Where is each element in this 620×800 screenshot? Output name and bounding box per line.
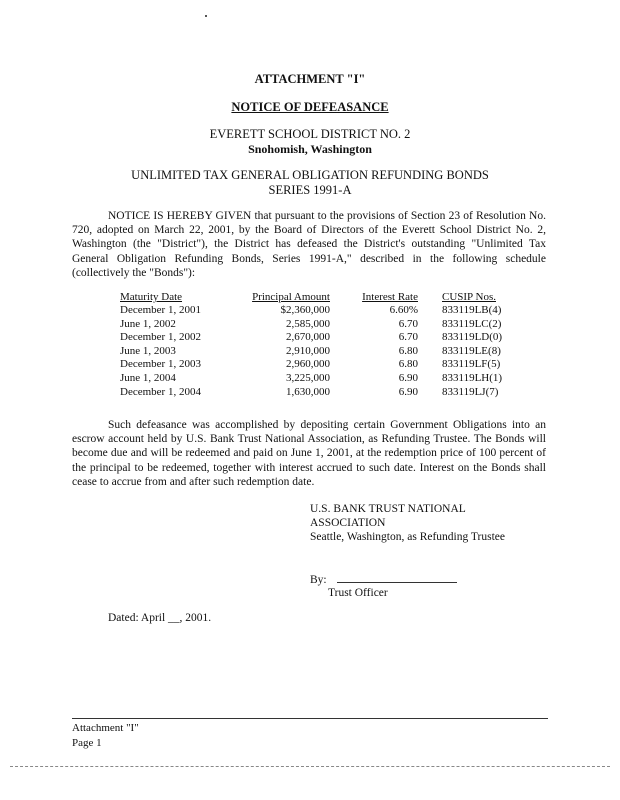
table-row — [120, 345, 524, 359]
attachment-heading: ATTACHMENT "I" — [254, 72, 366, 86]
interest-rate-cell: 6.80 — [398, 344, 418, 357]
interest-rate-cell: 6.90 — [398, 385, 418, 398]
principal-amount-cell: 1,630,000 — [286, 385, 330, 398]
maturity-date-cell: December 1, 2004 — [120, 385, 201, 398]
by-label: By: — [310, 574, 327, 586]
interest-rate-cell: 6.70 — [398, 317, 418, 330]
column-header-rate: Interest Rate — [362, 291, 418, 303]
table-row — [120, 304, 524, 318]
interest-rate-cell: 6.60% — [389, 304, 418, 316]
notice-paragraph-text: NOTICE IS HEREBY GIVEN that pursuant to the provisions of Section 23 of Resolution No. 720, adopted on March 22, 2001, by the Board of Directors of the Everett School District No. 2, Washington (the "District"), the District has defeased the District's outstanding "Unlimited Tax General Obligation Refunding Bonds, Series 1991-A," described in the following schedule (collectively the "Bonds"): — [72, 210, 546, 279]
principal-amount-cell: 2,960,000 — [286, 358, 330, 371]
footer-page-number: Page 1 — [72, 737, 102, 749]
cusip-cell: 833119LJ(7) — [442, 385, 499, 398]
table-row — [120, 372, 524, 386]
column-header-principal: Principal Amount — [252, 291, 330, 303]
notice-heading: NOTICE OF DEFEASANCE — [231, 100, 389, 114]
defeasance-paragraph — [72, 418, 546, 489]
dated-line: Dated: April __, 2001. — [108, 612, 212, 624]
table-row — [120, 358, 524, 372]
cusip-cell: 833119LD(0) — [442, 331, 503, 344]
principal-amount-cell: 3,225,000 — [286, 371, 330, 384]
trust-officer-label: Trust Officer — [328, 587, 388, 599]
cusip-cell: 833119LE(8) — [442, 344, 501, 357]
principal-amount-cell: 2,585,000 — [286, 317, 330, 330]
column-header-maturity: Maturity Date — [120, 291, 183, 303]
notice-paragraph — [72, 209, 546, 280]
signature-line — [337, 573, 457, 583]
bond-title: UNLIMITED TAX GENERAL OBLIGATION REFUNDING BONDS — [131, 168, 489, 182]
scan-bottom-edge — [10, 766, 610, 767]
maturity-date-cell: June 1, 2002 — [120, 317, 176, 330]
cusip-cell: 833119LC(2) — [442, 317, 502, 330]
interest-rate-cell: 6.80 — [398, 358, 418, 371]
cusip-cell: 833119LF(5) — [442, 358, 501, 371]
maturity-date-cell: December 1, 2002 — [120, 331, 201, 344]
table-row — [120, 386, 524, 400]
table-row — [120, 318, 524, 332]
signature-by-line — [310, 573, 457, 586]
maturity-date-cell: December 1, 2003 — [120, 358, 201, 371]
scan-speck — [205, 15, 207, 17]
footer-attachment: Attachment "I" — [72, 722, 139, 734]
maturity-date-cell: December 1, 2001 — [120, 304, 201, 316]
table-row — [120, 331, 524, 345]
maturity-date-cell: June 1, 2003 — [120, 344, 176, 357]
trustee-name-line1: U.S. BANK TRUST NATIONAL — [310, 503, 466, 515]
bond-series: SERIES 1991-A — [268, 183, 352, 197]
maturity-date-cell: June 1, 2004 — [120, 371, 176, 384]
trustee-name-line2: ASSOCIATION — [310, 517, 386, 529]
district-location: Snohomish, Washington — [248, 142, 372, 156]
district-name: EVERETT SCHOOL DISTRICT NO. 2 — [209, 127, 411, 141]
interest-rate-cell: 6.90 — [398, 371, 418, 384]
cusip-cell: 833119LH(1) — [442, 371, 503, 384]
interest-rate-cell: 6.70 — [398, 331, 418, 344]
column-header-cusip: CUSIP Nos. — [442, 291, 496, 303]
table-header-row — [120, 291, 524, 304]
cusip-cell: 833119LB(4) — [442, 304, 502, 316]
principal-amount-cell: 2,910,000 — [286, 344, 330, 357]
bond-schedule-table — [120, 291, 524, 399]
trustee-block — [310, 502, 505, 544]
defeasance-paragraph-text: Such defeasance was accomplished by depositing certain Government Obligations into an escrow account held by U.S. Bank Trust National Association, as Refunding Trustee. The Bonds will become due and will be redeemed and paid on June 1, 2001, at the redemption price of 100 percent of the principal to be redeemed, together with interest accrued to such date. Interest on the Bonds shall cease to accrue from and after such redemption date. — [72, 419, 546, 488]
trustee-capacity: Seattle, Washington, as Refunding Trustee — [310, 531, 505, 543]
principal-amount-cell: $2,360,000 — [280, 304, 330, 316]
footer-divider — [72, 718, 548, 719]
principal-amount-cell: 2,670,000 — [286, 331, 330, 344]
